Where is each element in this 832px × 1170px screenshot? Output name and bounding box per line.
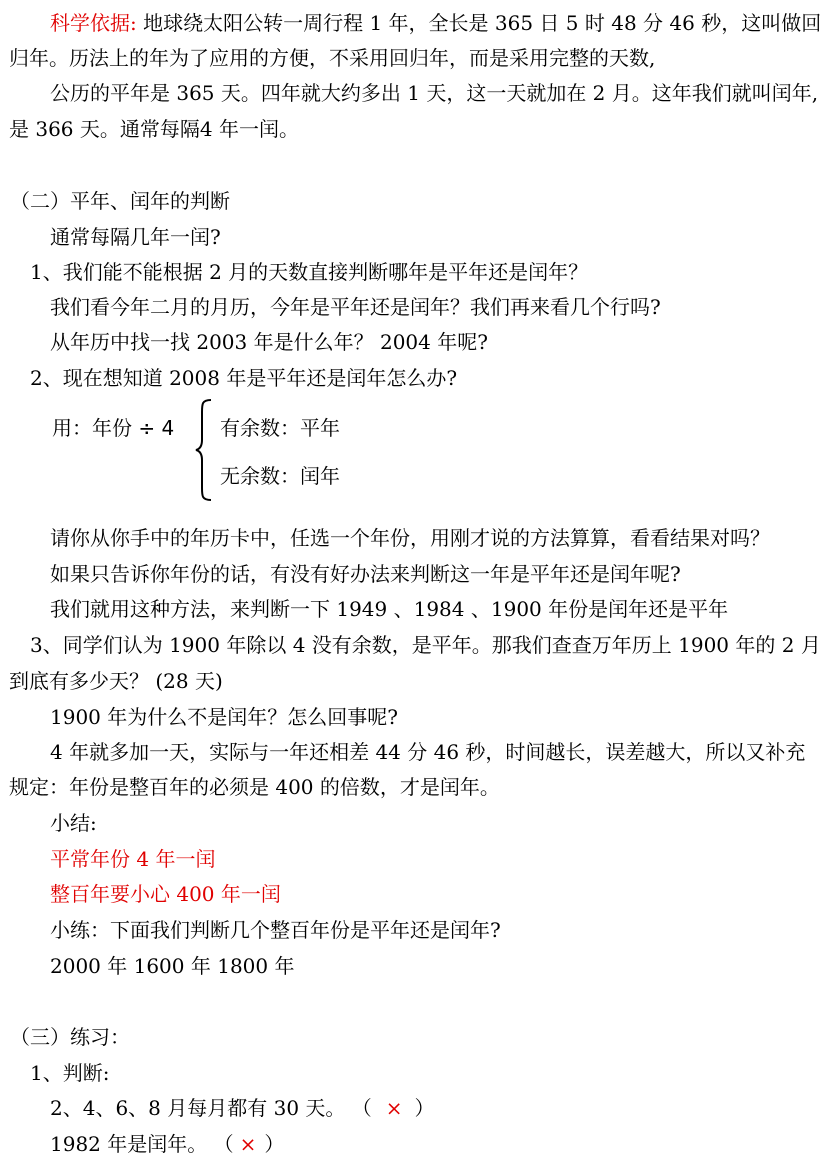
case-remainder: 有余数：平年 <box>220 416 340 440</box>
judgement-item-2 <box>50 1132 284 1156</box>
rule-century-years: 整百年要小心 400 年一闰 <box>50 882 281 906</box>
summary-label: 小结: <box>50 811 97 835</box>
paragraph-3: 我们就用这种方法，来判断一下 1949 、1984 、1900 年份是闰年还是平年 <box>50 597 729 621</box>
intro-line-2: 归年。历法上的年为了应用的方便，不采用回归年，而是采用完整的天数, <box>9 46 656 70</box>
case-no-remainder: 无余数：闰年 <box>220 464 340 488</box>
question-0: 通常每隔几年一闰? <box>50 225 221 249</box>
section2-heading: （二）平年、闰年的判断 <box>10 189 230 213</box>
rule-common-years: 平常年份 4 年一闰 <box>50 847 216 871</box>
wrong-mark-icon: × <box>239 1132 257 1156</box>
paragraph-4: 1900 年为什么不是闰年？怎么回事呢? <box>50 705 398 729</box>
question-1: 1、我们能不能根据 2 月的天数直接判断哪年是平年还是闰年？ <box>30 260 589 284</box>
paragraph-2: 如果只告诉你年份的话，有没有好办法来判断这一年是平年还是闰年呢? <box>50 562 681 586</box>
intro-line-1 <box>50 11 821 35</box>
intro-line-4: 是 366 天。通常每隔4 年一闰。 <box>9 117 299 141</box>
intro-label: 科学依据: <box>50 11 137 35</box>
judgement-1-text: 2、4、6、8 月每月都有 30 天。 （ <box>50 1096 372 1120</box>
question-2: 2、现在想知道 2008 年是平年还是闰年怎么办? <box>30 366 458 390</box>
paragraph-5-line-1: 4 年就多加一天，实际与一年还相差 44 分 46 秒，时间越长，误差越大，所以又补充 <box>50 740 806 764</box>
practice-prompt: 小练：下面我们判断几个整百年份是平年还是闰年? <box>50 918 501 942</box>
paragraph-1: 请你从你手中的年历卡中，任选一个年份，用刚才说的方法算算，看看结果对吗？ <box>50 526 770 550</box>
exercise-1-label: 1、判断: <box>30 1061 110 1085</box>
wrong-mark-icon: × <box>385 1096 403 1120</box>
question-1a: 我们看今年二月的月历，今年是平年还是闰年？我们再来看几个行吗? <box>50 295 661 319</box>
judgement-2-close: ） <box>264 1132 285 1156</box>
question-3-line-2: 到底有多少天？ (28 天) <box>9 669 223 693</box>
division-rule-diagram <box>48 398 378 502</box>
intro-text: 地球绕太阳公转一周行程 1 年，全长是 365 日 5 时 48 分 46 秒，这叫做回 <box>136 11 822 35</box>
division-formula: 用：年份 ÷ 4 <box>52 416 175 440</box>
paragraph-5-line-2: 规定：年份是整百年的必须是 400 的倍数，才是闰年。 <box>9 775 500 799</box>
question-1b: 从年历中找一找 2003 年是什么年？ 2004 年呢? <box>50 330 488 354</box>
judgement-item-1 <box>50 1096 435 1120</box>
section3-heading: （三）练习： <box>10 1025 130 1049</box>
intro-line-3: 公历的平年是 365 天。四年就大约多出 1 天，这一天就加在 2 月。这年我们就叫闰年, <box>50 81 819 105</box>
curly-brace-icon <box>194 398 214 502</box>
judgement-1-close: ） <box>414 1096 435 1120</box>
question-3-line-1: 3、同学们认为 1900 年除以 4 没有余数，是平年。那我们查查万年历上 1900 年的 2 月 <box>30 633 821 657</box>
practice-years: 2000 年 1600 年 1800 年 <box>50 954 295 978</box>
judgement-2-text: 1982 年是闰年。 （ <box>50 1132 234 1156</box>
